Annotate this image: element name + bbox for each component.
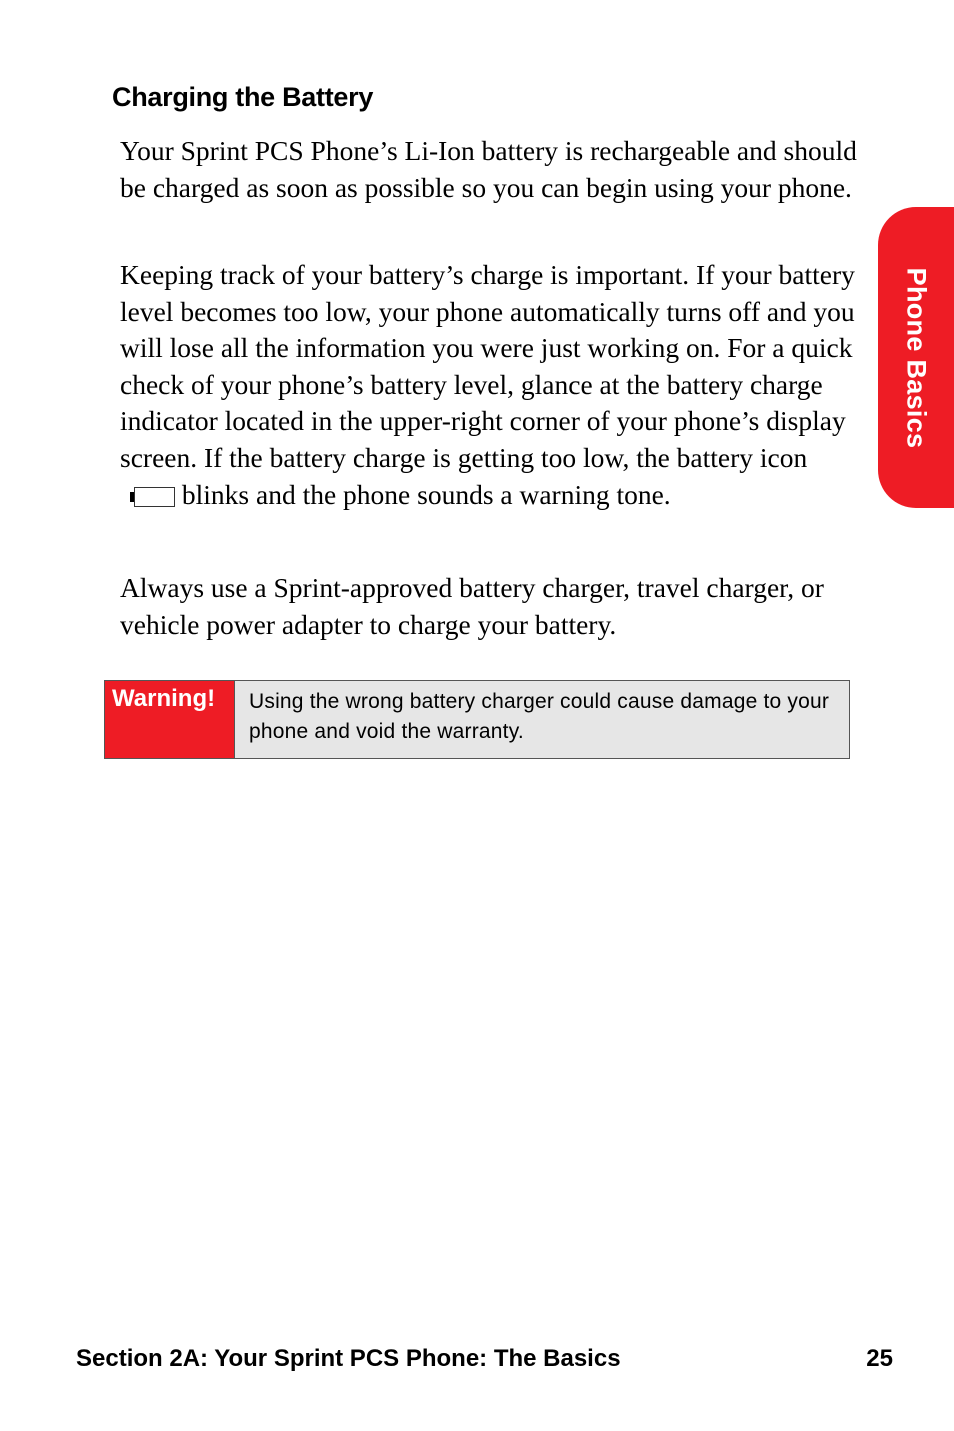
chapter-side-tab xyxy=(878,207,954,508)
warning-label-cell xyxy=(105,681,235,758)
warning-label: Warning! xyxy=(112,685,216,712)
page-number: 25 xyxy=(866,1345,893,1372)
paragraph-charger-advice: Always use a Sprint-approved battery charger, travel charger, or vehicle power adapter to charge your battery. xyxy=(120,572,824,640)
battery-low-icon xyxy=(134,487,175,507)
paragraph-battery-level-text-continued: blinks and the phone sounds a warning tone. xyxy=(181,478,671,510)
chapter-side-tab-label: Phone Basics xyxy=(901,267,932,448)
paragraph-battery-level-text: Keeping track of your battery’s charge is important. If your battery level becomes too low, your phone automatically turns off and you will lose all the information you were just working on. For a quick check of your phone’s battery level, glance at the battery charge indicator located in the upper-right corner of your phone’s display screen. If the battery charge is getting too low, the battery icon xyxy=(120,259,855,473)
warning-box xyxy=(104,680,850,759)
warning-text: Using the wrong battery charger could cause damage to your phone and void the warranty. xyxy=(249,690,830,743)
paragraph-battery-level xyxy=(120,257,862,513)
footer-section-title: Section 2A: Your Sprint PCS Phone: The Basics xyxy=(76,1345,621,1372)
section-heading: Charging the Battery xyxy=(112,82,374,112)
paragraph-battery-intro: Your Sprint PCS Phone’s Li-Ion battery is rechargeable and should be charged as soon as possible so you can begin using your phone. xyxy=(120,135,857,203)
